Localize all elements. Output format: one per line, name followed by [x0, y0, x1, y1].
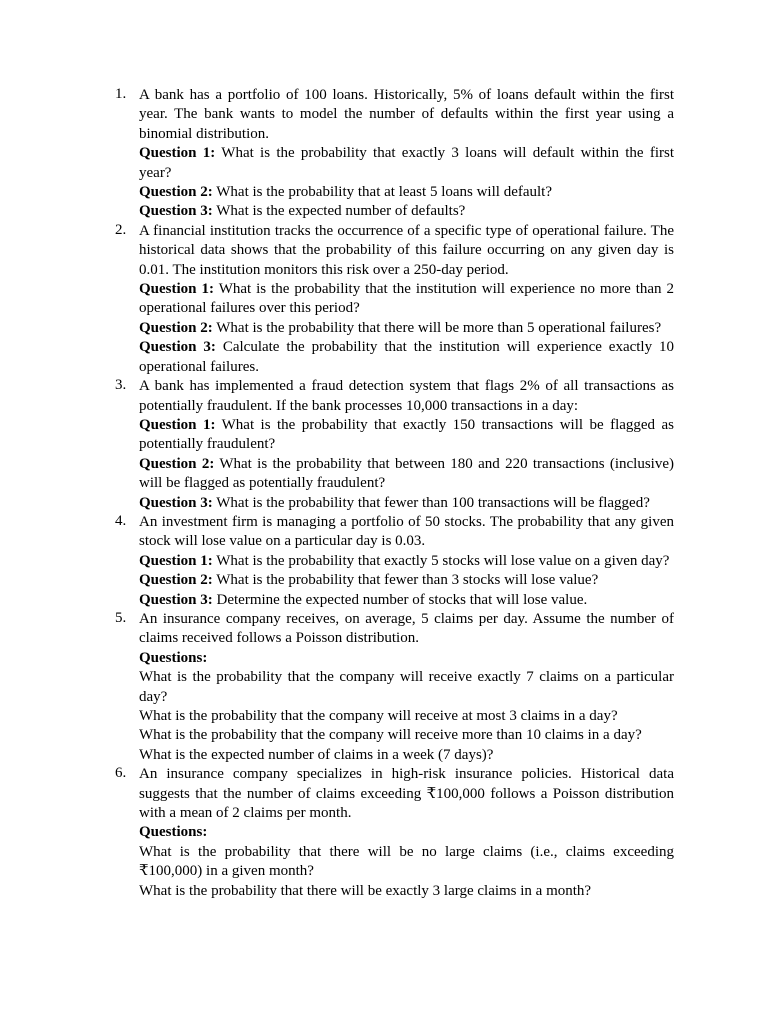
problem-number: 2. [115, 221, 127, 238]
question-text: What is the probability that the institution will experience no more than 2 operational failures over this period? [139, 281, 674, 317]
question-text: Determine the expected number of stocks that will lose value. [216, 591, 588, 608]
question-line: What is the probability that there will be no large claims (i.e., claims exceeding ₹100,000) in a given month? [139, 843, 674, 880]
question [139, 144, 674, 183]
question-label: Question 3: [139, 591, 213, 608]
problem-number: 3. [115, 377, 127, 394]
problem-intro: A bank has implemented a fraud detection system that flags 2% of all transactions as potentially fraudulent. If the bank processes 10,000 transactions in a day: [139, 378, 674, 414]
question [139, 416, 674, 455]
problem-intro: An investment firm is managing a portfolio of 50 stocks. The probability that any given stock will lose value on a particular day is 0.03. [139, 513, 674, 550]
question [139, 319, 674, 338]
question-text: Calculate the probability that the institution will experience exactly 10 operational failures. [139, 339, 674, 375]
problem-intro: An insurance company specializes in high-risk insurance policies. Historical data suggests that the number of claims exceeding ₹100,000 follows a Poisson distribution with a mean of 2 claims per month. [139, 766, 674, 822]
question-label: Question 2: [139, 572, 213, 589]
question [139, 571, 674, 590]
problem-item [0, 222, 768, 377]
question-line: What is the probability that there will be exactly 3 large claims in a month? [139, 882, 592, 899]
question-label: Question 3: [139, 494, 213, 511]
problem-item [0, 610, 768, 765]
problem-number: 1. [115, 86, 127, 102]
question-line: What is the probability that the company will receive at most 3 claims in a day? [139, 708, 618, 724]
problem-number: 5. [115, 609, 127, 626]
question-text: What is the probability that fewer than 3 stocks will lose value? [216, 572, 599, 589]
problem-number: 4. [115, 512, 127, 529]
questions-heading [139, 823, 674, 842]
question-text: What is the probability that exactly 5 stocks will lose value on a given day? [216, 552, 670, 569]
questions-heading [139, 649, 674, 668]
question-line: What is the probability that the company will receive exactly 7 claims on a particular day? [139, 669, 674, 705]
question-text: What is the probability that at least 5 loans will default? [216, 184, 552, 201]
question-label: Question 2: [139, 455, 215, 472]
question-label: Question 2: [139, 184, 213, 201]
question-line: What is the expected number of claims in a week (7 days)? [139, 746, 494, 763]
question-line: What is the probability that the company will receive more than 10 claims in a day? [139, 727, 642, 744]
question-label: Question 1: [139, 416, 216, 433]
problem-item [0, 513, 768, 610]
question-text: What is the expected number of defaults? [216, 203, 466, 220]
problem-list [0, 86, 768, 901]
question [139, 455, 674, 494]
problem-item [0, 377, 768, 513]
question-label: Question 1: [139, 281, 214, 298]
question-text: What is the probability that fewer than 100 transactions will be flagged? [216, 494, 650, 511]
question-label: Question 3: [139, 203, 213, 220]
question-text: What is the probability that between 180 and 220 transactions (inclusive) will be flagged as potentially fraudulent? [139, 455, 674, 492]
question [139, 494, 674, 513]
problem-intro: An insurance company receives, on average, 5 claims per day. Assume the number of claims received follows a Poisson distribution. [139, 610, 674, 647]
document-page [0, 86, 768, 901]
problem-item [0, 86, 768, 222]
question [139, 280, 674, 319]
question-text: What is the probability that exactly 150 transactions will be flagged as potentially fraudulent? [139, 416, 674, 453]
questions-heading-label: Questions: [139, 824, 208, 841]
question-label: Question 1: [139, 145, 216, 162]
question [139, 202, 674, 221]
problem-number: 6. [115, 765, 127, 782]
question [139, 338, 674, 377]
question-label: Question 1: [139, 552, 213, 569]
question [139, 183, 674, 202]
question-text: What is the probability that there will be more than 5 operational failures? [216, 319, 662, 336]
question-label: Question 2: [139, 319, 213, 336]
question [139, 552, 674, 571]
question [139, 591, 674, 610]
questions-heading-label: Questions: [139, 649, 208, 666]
problem-intro: A bank has a portfolio of 100 loans. Historically, 5% of loans default within the first year. The bank wants to model the number of defaults within the first year using a binomial distribution. [139, 87, 674, 142]
question-text: What is the probability that exactly 3 loans will default within the first year? [139, 145, 674, 181]
problem-intro: A financial institution tracks the occurrence of a specific type of operational failure. The historical data shows that the probability of this failure occurring on any given day is 0.01. The institution monitors this risk over a 250-day period. [139, 222, 674, 278]
problem-item [0, 765, 768, 901]
question-label: Question 3: [139, 339, 216, 356]
